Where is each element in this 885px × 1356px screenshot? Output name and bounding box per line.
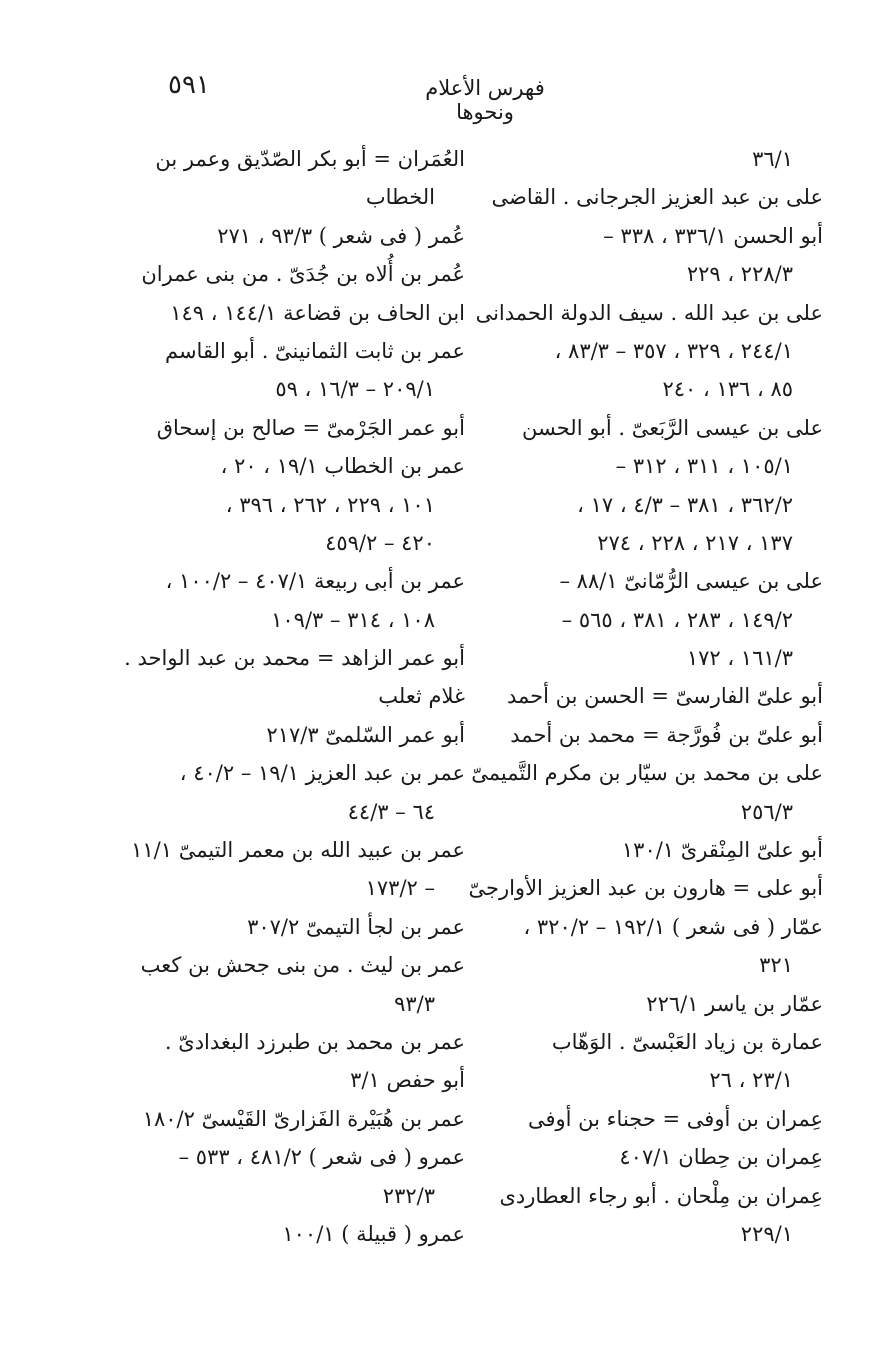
index-line: ٢٣/١ ، ٢٦ [709,1068,793,1093]
index-line: عمر بن هُبَيْرة الفَزارىّ القَيْسىّ ١٨٠/٢ [142,1106,465,1131]
index-line: على بن محمد بن سيّار بن مكرم التَّميمىّ [471,761,823,786]
index-line: ٣٢١ [759,953,793,978]
index-line: عمارة بن زياد العَبْسىّ . الوَهّاب [551,1029,823,1054]
index-line: عمر بن عبد العزيز ١٩/١ – ٤٠/٢ ، [179,761,465,786]
index-line: ٩٣/٣ [394,991,435,1016]
index-line: ٦٤ – ٤٤/٣ [347,799,435,824]
index-line: عمر بن أبى ربيعة ٤٠٧/١ – ١٠٠/٢ ، [165,569,465,594]
index-line: على بن عيسى الرُّمّانىّ ٨٨/١ – [559,569,823,594]
index-line: ١٠١ ، ٢٢٩ ، ٢٦٢ ، ٣٩٦ ، [225,492,435,517]
index-line: – ١٧٣/٢ [365,876,435,901]
index-line: أبو علىّ بن فُورَّجة = محمد بن أحمد [510,722,823,747]
index-line: عمرو ( فى شعر ) ٤٨١/٢ ، ٥٣٣ – [178,1145,465,1170]
index-line: ٢٣٢/٣ [382,1183,435,1208]
index-line: على بن عبد الله . سيف الدولة الحمدانى [475,300,823,325]
index-line: ١٤٩/٢ ، ٢٨٣ ، ٣٨١ ، ٥٦٥ – [561,607,793,632]
index-line: الخطاب [365,185,435,210]
index-line: ١٦١/٣ ، ١٧٢ [686,646,793,671]
index-line: أبو الحسن ٣٣٦/١ ، ٣٣٨ – [603,223,823,248]
index-line: ٤٢٠ – ٤٥٩/٢ [325,530,435,555]
index-line: ١٣٧ ، ٢١٧ ، ٢٢٨ ، ٢٧٤ [597,530,793,555]
index-line: عمر بن لجأ التيمىّ ٣٠٧/٢ [247,914,465,939]
index-line: ٢٢٨/٣ ، ٢٢٩ [686,262,793,287]
index-line: العُمَران = أبو بكر الصّدّيق وعمر بن [155,147,465,171]
index-line: عمرو ( قبيلة ) ١٠٠/١ [282,1221,465,1246]
index-line: ٣٦/١ [752,147,793,171]
index-column-right [468,140,823,1253]
index-line: ١٠٥/١ ، ٣١١ ، ٣١٢ – [615,454,793,479]
index-line: عمر بن الخطاب ١٩/١ ، ٢٠ ، [220,454,465,479]
index-line: ٨٥ ، ١٣٦ ، ٢٤٠ [662,377,793,402]
index-line: عمر بن محمد بن طبرزد البغدادىّ . [164,1029,465,1054]
index-line: أبو علىّ الفارسىّ = الحسن بن أحمد [507,684,823,709]
index-line: ٣٦٢/٢ ، ٣٨١ – ٤/٣ ، ١٧ ، [577,492,793,517]
page-number: ٥٩١ [168,70,210,100]
index-line: ٢٥٦/٣ [740,799,793,824]
running-head: فهرس الأعلام ونحوها [425,76,545,124]
index-line: أبو على = هارون بن عبد العزيز الأوارجىّ [468,876,823,901]
index-line: غلام ثعلب [378,684,465,709]
index-line: أبو حفص ٣/١ [350,1068,465,1093]
index-line: عُمر بن أُلاه بن جُدَىّ . من بنى عمران [141,262,465,287]
index-line: أبو عمر الجَرْمىّ = صالح بن إسحاق [156,415,465,440]
index-line: عمر بن عبيد الله بن معمر التيمىّ ١١/١ [131,838,465,863]
index-line: أبو عمر السّلمىّ ٢١٧/٣ [266,722,465,747]
index-line: أبو عمر الزاهد = محمد بن عبد الواحد . [124,646,465,671]
index-line: ٢٢٩/١ [740,1221,793,1246]
index-line: عِمران بن أوفى = حجناء بن أوفى [527,1106,823,1131]
index-line: عِمران بن مِلْحان . أبو رجاء العطاردى [499,1183,823,1208]
index-column-left [124,140,465,1253]
index-line: عمّار بن ياسر ٢٢٦/١ [646,991,823,1016]
index-line: عمر بن ثابت الثمانينىّ . أبو القاسم [164,338,465,363]
index-line: عمّار ( فى شعر ) ١٩٢/١ – ٣٢٠/٢ ، [523,914,823,939]
index-line: على بن عيسى الرَّبَعىّ . أبو الحسن [522,415,823,440]
index-line: ٢٠٩/١ – ١٦/٣ ، ٥٩ [275,377,435,402]
index-line: ابن الحاف بن قضاعة ١٤٤/١ ، ١٤٩ [170,300,465,325]
index-line: أبو علىّ المِنْقرىّ ١٣٠/١ [621,838,823,863]
index-line: ١٠٨ ، ٣١٤ – ١٠٩/٣ [271,607,435,632]
index-line: عِمران بن حِطان ٤٠٧/١ [619,1145,823,1170]
index-line: على بن عبد العزيز الجرجانى . القاضى [491,185,823,210]
index-line: ٢٤٤/١ ، ٣٢٩ ، ٣٥٧ – ٨٣/٣ ، [554,338,793,363]
index-line: عمر بن ليث . من بنى جحش بن كعب [140,953,465,978]
index-line: عُمر ( فى شعر ) ٩٣/٣ ، ٢٧١ [217,223,465,248]
